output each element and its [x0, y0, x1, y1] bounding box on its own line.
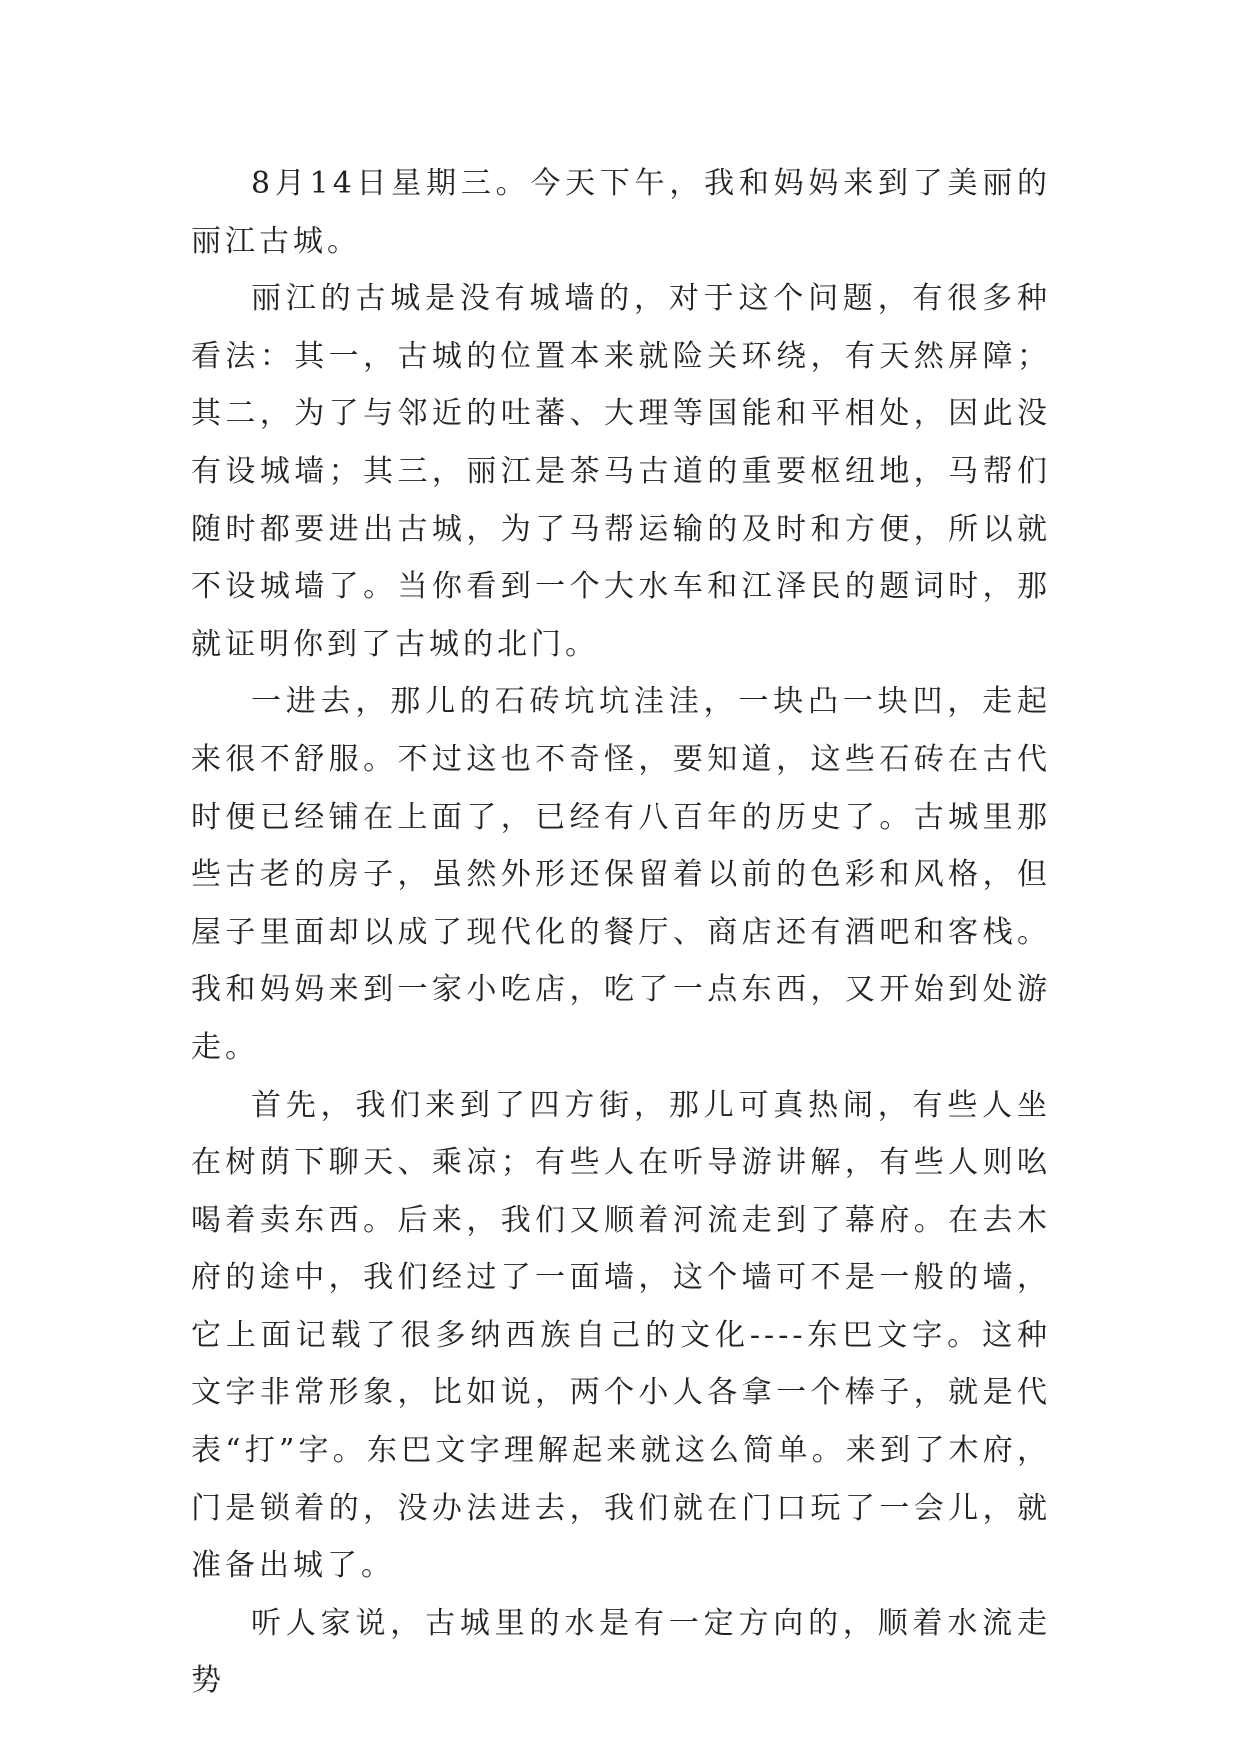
paragraph-water-flow: 听人家说，古城里的水是有一定方向的，顺着水流走势 [191, 1605, 1051, 1699]
paragraph-sifang-street: 首先，我们来到了四方街，那儿可真热闹，有些人坐在树荫下聊天、乘凉；有些人在听导游讲解，有些人则吆喝着卖东西。后来，我们又顺着河流走到了幕府。在去木府的途中，我们经过了一面墙，这个墙可不是一般的墙，它上面记载了很多纳西族自己的文化----东巴文字。这种文字非常形象，比如说，两个小人各拿一个棒子，就是代表“打”字。东巴文字理解起来就这么简单。来到了木府，门是锁着的，没办法进去，我们就在门口玩了一会儿，就准备出城了。 [191, 1087, 1051, 1584]
essay-body [191, 155, 1051, 1710]
paragraph-city-wall: 丽江的古城是没有城墙的，对于这个问题，有很多种看法：其一，古城的位置本来就险关环绕，有天然屏障；其二，为了与邻近的吐蕃、大理等国能和平相处，因此没有设城墙；其三，丽江是茶马古道的重要枢纽地，马帮们随时都要进出古城，为了马帮运输的及时和方便，所以就不设城墙了。当你看到一个大水车和江泽民的题词时，那就证明你到了古城的北门。 [191, 281, 1051, 662]
paragraph-date-intro: 8月14日星期三。今天下午，我和妈妈来到了美丽的丽江古城。 [191, 166, 1051, 259]
paragraph-stone-bricks: 一进去，那儿的石砖坑坑洼洼，一块凸一块凹，走起来很不舒服。不过这也不奇怪，要知道，这些石砖在古代时便已经铺在上面了，已经有八百年的历史了。古城里那些古老的房子，虽然外形还保留着以前的色彩和风格，但屋子里面却以成了现代化的餐厅、商店还有酒吧和客栈。我和妈妈来到一家小吃店，吃了一点东西，又开始到处游走。 [191, 684, 1051, 1065]
